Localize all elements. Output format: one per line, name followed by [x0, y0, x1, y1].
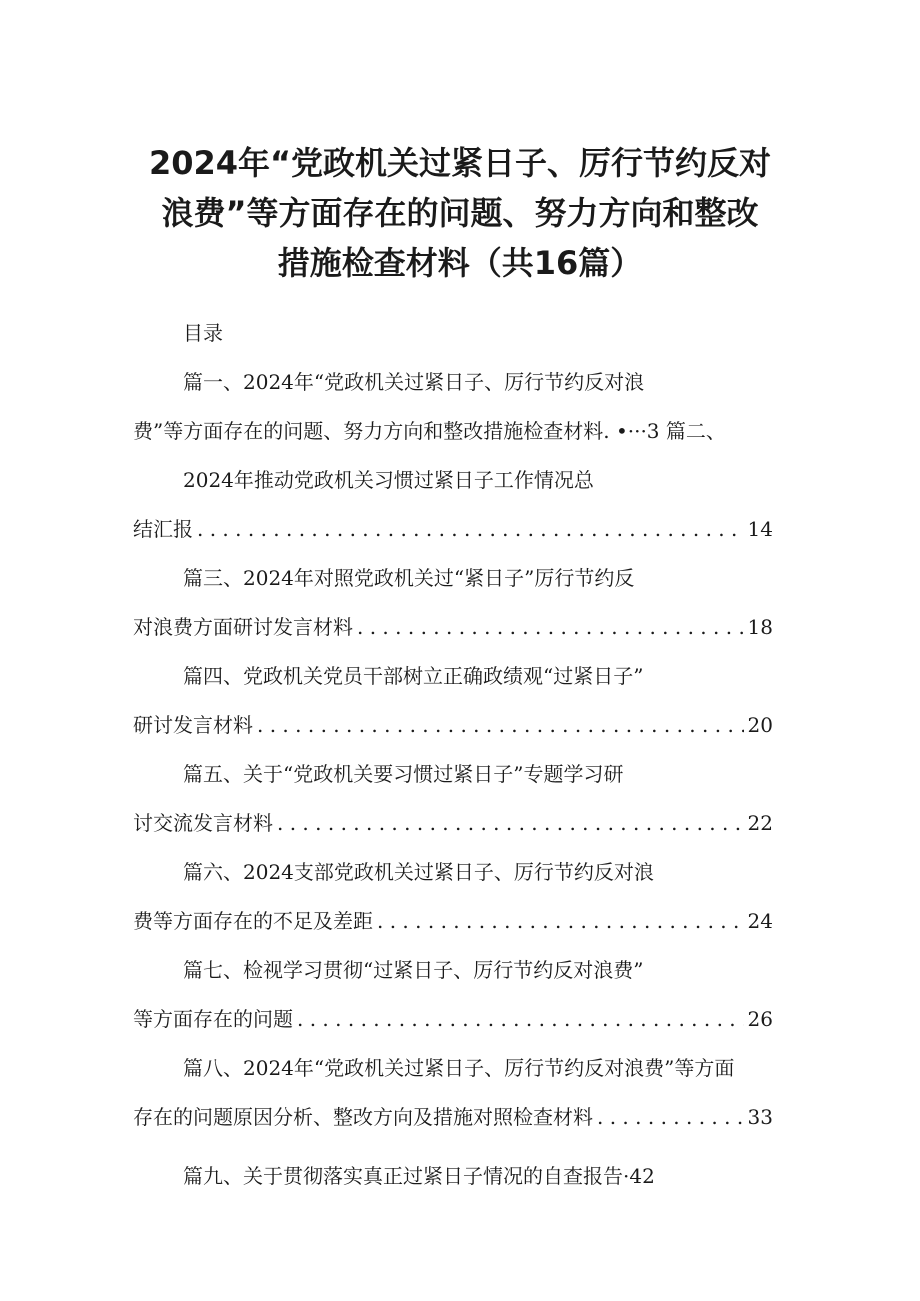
toc-entry-7-line-1: 篇七、检视学习贯彻“过紧日子、厉行节约反对浪费” [183, 958, 644, 982]
toc-entry-3-line-2: 对浪费方面研讨发言材料 [133, 615, 353, 639]
toc-entry-8-page: 33 [747, 1105, 773, 1129]
toc-heading: 目录 [183, 321, 223, 345]
dot-leader [357, 613, 744, 641]
toc-entry-8[interactable] [133, 1103, 773, 1131]
toc-entry-7[interactable] [133, 1005, 773, 1033]
dot-leader [377, 907, 744, 935]
toc-entry-1-line-2: 费”等方面存在的问题、努力方向和整改措施检查材料. •···3 篇二、 [133, 419, 726, 443]
toc-entry-4-page: 20 [747, 713, 773, 737]
toc-entry-6-line-1: 篇六、2024支部党政机关过紧日子、厉行节约反对浪 [183, 860, 654, 884]
document-title-line-2: 浪费”等方面存在的问题、努力方向和整改 [161, 194, 759, 232]
toc-entry-2[interactable] [133, 515, 773, 543]
toc-entry-7-line-2: 等方面存在的问题 [133, 1007, 293, 1031]
toc-entry-3[interactable] [133, 613, 773, 641]
toc-entry-1-line-1: 篇一、2024年“党政机关过紧日子、厉行节约反对浪 [183, 370, 645, 394]
toc-entry-7-page: 26 [747, 1007, 773, 1031]
toc-entry-8-line-2: 存在的问题原因分析、整改方向及措施对照检查材料 [133, 1105, 593, 1129]
toc-entry-4[interactable] [133, 711, 773, 739]
toc-entry-5-page: 22 [747, 811, 773, 835]
toc-entry-6-line-2: 费等方面存在的不足及差距 [133, 909, 373, 933]
dot-leader [257, 711, 744, 739]
toc-entry-2-line-1: 2024年推动党政机关习惯过紧日子工作情况总 [183, 468, 594, 492]
toc-entry-5-line-2: 讨交流发言材料 [133, 811, 273, 835]
toc-entry-5[interactable] [133, 809, 773, 837]
toc-entry-8-line-1: 篇八、2024年“党政机关过紧日子、厉行节约反对浪费”等方面 [183, 1056, 735, 1080]
toc-entry-9-line-1[interactable]: 篇九、关于贯彻落实真正过紧日子情况的自查报告·42 [183, 1164, 655, 1188]
dot-leader [197, 515, 744, 543]
toc-entry-3-line-1: 篇三、2024年对照党政机关过“紧日子”厉行节约反 [183, 566, 635, 590]
toc-entry-4-line-2: 研讨发言材料 [133, 713, 253, 737]
toc-entry-6-page: 24 [747, 909, 773, 933]
toc-entry-2-line-2: 结汇报 [133, 517, 193, 541]
toc-entry-2-page: 14 [747, 517, 773, 541]
dot-leader [297, 1005, 744, 1033]
toc-entry-3-page: 18 [747, 615, 773, 639]
toc-entry-4-line-1: 篇四、党政机关党员干部树立正确政绩观“过紧日子” [183, 664, 644, 688]
dot-leader [597, 1103, 744, 1131]
toc-entry-6[interactable] [133, 907, 773, 935]
document-title-line-1: 2024年“党政机关过紧日子、厉行节约反对 [148, 144, 772, 182]
document-title-line-3: 措施检查材料（共16篇） [277, 244, 643, 282]
dot-leader [277, 809, 744, 837]
toc-entry-5-line-1: 篇五、关于“党政机关要习惯过紧日子”专题学习研 [183, 762, 624, 786]
